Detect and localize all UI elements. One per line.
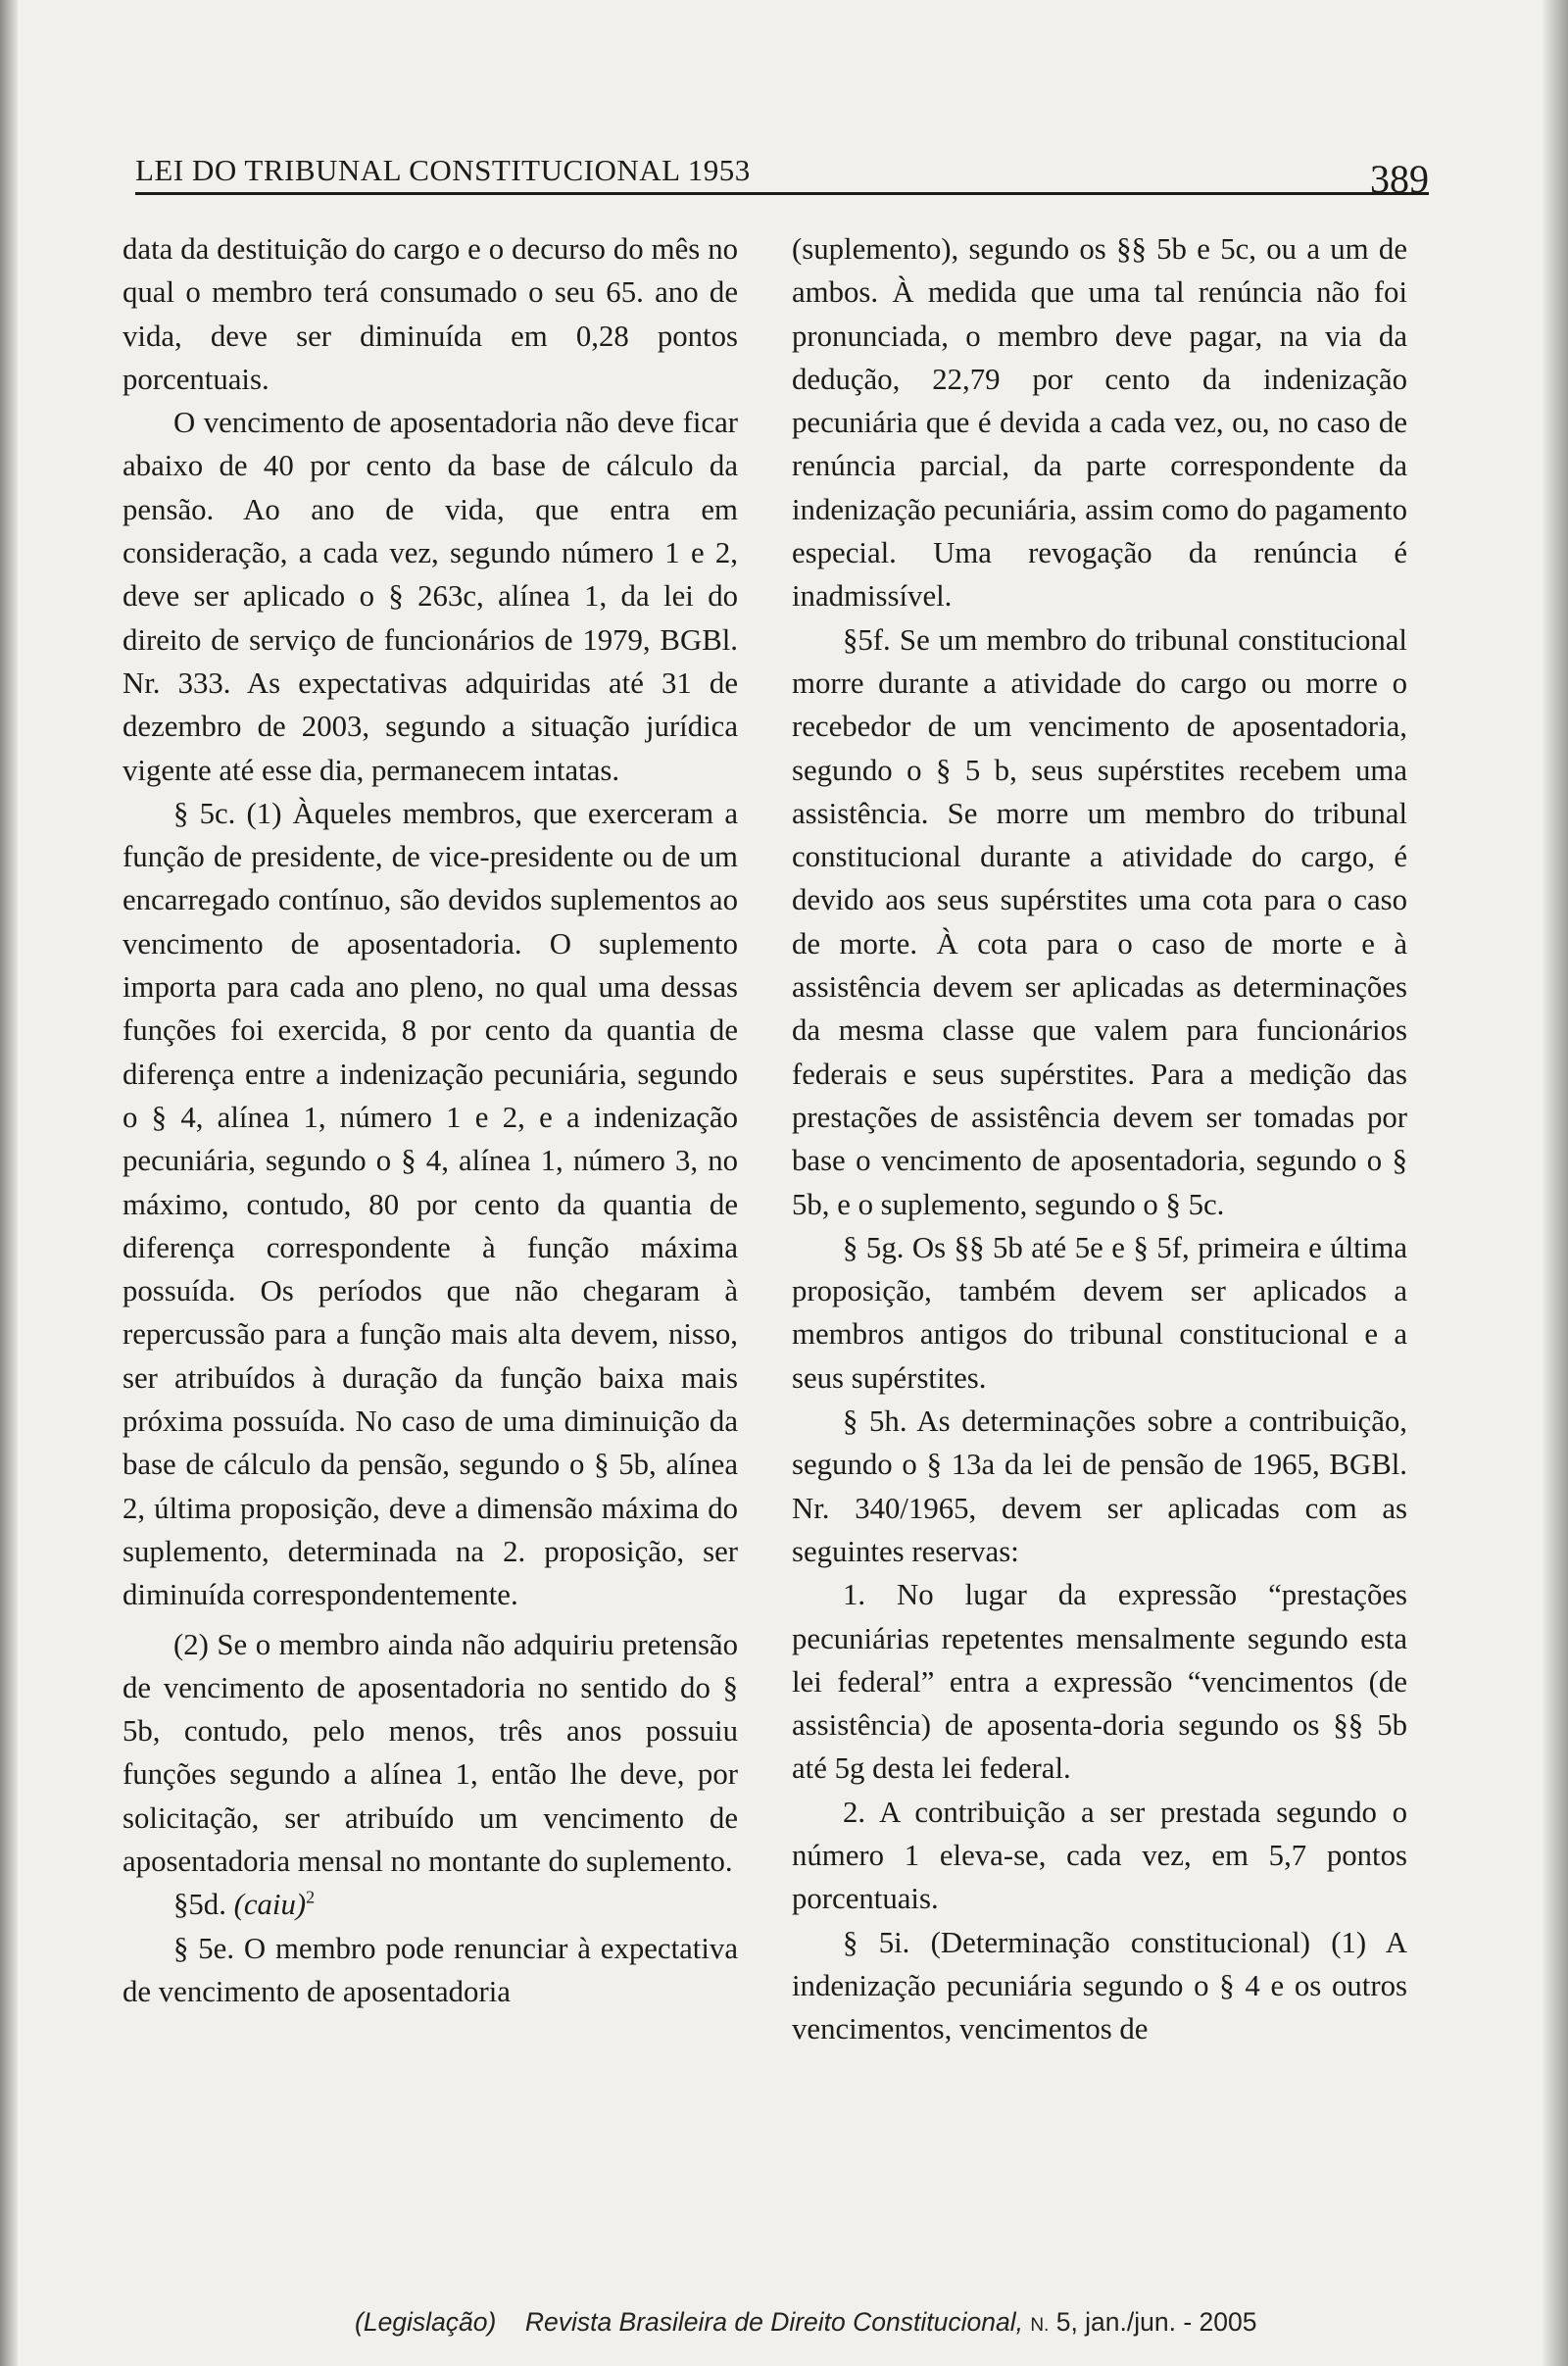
paragraph-section-5g: § 5g. Os §§ 5b até 5e e § 5f, primeira e última proposição, também devem ser aplicados a membros antigos do tribunal constitucional e a seus supérstites.	[792, 1230, 1407, 1395]
list-item: 1. No lugar da expressão “prestações pecuniárias repetentes mensalmente segundo esta lei federal” entra a expressão “vencimentos (de assistência) de aposenta-doria segundo os §§ 5b até 5g desta lei federal.	[792, 1578, 1407, 1786]
left-column	[122, 227, 738, 2013]
page-number: 389	[1370, 157, 1429, 201]
footer-section: (Legislação)	[355, 2307, 497, 2337]
paragraph-section-5f: §5f. Se um membro do tribunal constitucional morre durante a atividade do cargo ou morre o recebedor de um vencimento de aposentadoria, segundo o § 5 b, seus supérstites recebem uma assistência. Se morre um membro do tribunal constitucional durante a atividade do cargo, é devido aos seus supérstites uma cota para o caso de morte. À cota para o caso de morte e à assistência devem ser aplicadas as determinações da mesma classe que valem para funcionários federais e seus supérstites. Para a medição das prestações de assistência devem ser tomadas por base o vencimento de aposentadoria, segundo o § 5b, e o suplemento, segundo o § 5c.	[792, 622, 1407, 1221]
page-header	[135, 147, 1429, 201]
paragraph-section-5h: § 5h. As determinações sobre a contribuição, segundo o § 13a da lei de pensão de 1965, BGBl. Nr. 340/1965, devem ser aplicadas com as seguintes reservas:	[792, 1405, 1407, 1568]
paragraph: O vencimento de aposentadoria não deve ficar abaixo de 40 por cento da base de cálculo da pensão. Ao ano de vida, que entra em consideração, a cada vez, segundo número 1 e 2, deve ser aplicado o § 263c, alínea 1, da lei do direito de serviço de funcionários de 1979, BGBl. Nr. 333. As expectativas adquiridas até 31 de dezembro de 2003, segundo a situação jurídica vigente até esse dia, permanecem intatas.	[122, 406, 738, 787]
paragraph-section-5i: § 5i. (Determinação constitucional) (1) A indenização pecuniária segundo o § 4 e os outros vencimentos, vencimentos de	[792, 1925, 1407, 2046]
footer-number-label: N.	[1030, 2315, 1050, 2336]
scan-shadow-right	[1543, 0, 1568, 2366]
paragraph-section-5e: § 5e. O membro pode renunciar à expectativa de vencimento de aposentadoria	[122, 1931, 738, 2008]
paragraph: (2) Se o membro ainda não adquiriu pretensão de vencimento de aposentadoria no sentido do § 5b, contudo, pelo menos, três anos possuiu funções segundo a alínea 1, então lhe deve, por solicitação, ser atribuído um vencimento de aposentadoria mensal no montante do suplemento.	[122, 1627, 738, 1878]
section-status: (caiu)	[233, 1888, 307, 1922]
paragraph: (suplemento), segundo os §§ 5b e 5c, ou a um de ambos. À medida que uma tal renúncia não foi pronunciada, o membro deve pagar, na via da dedução, 22,79 por cento da indenização pecuniária que é devida a cada vez, ou, no caso de renúncia parcial, da parte correspondente da indenização pecuniária, assim como do pagamento especial. Uma revogação da renúncia é inadmissível.	[792, 232, 1407, 614]
footer-journal: Revista Brasileira de Direito Constitucional,	[524, 2307, 1023, 2337]
running-title: LEI DO TRIBUNAL CONSTITUCIONAL 1953	[135, 153, 751, 187]
section-label: §5d.	[173, 1888, 226, 1922]
paragraph: data da destituição do cargo e o decurso do mês no qual o membro terá consumado o seu 65. ano de vida, deve ser diminuída em 0,28 pontos porcentuais.	[122, 232, 738, 396]
list-item: 2. A contribuição a ser prestada segundo o número 1 eleva-se, cada vez, em 5,7 pontos porcentuais.	[792, 1795, 1407, 1916]
footnote-marker: 2	[306, 1888, 316, 1908]
paragraph-section-5d	[122, 1883, 738, 1926]
scan-shadow-left	[0, 0, 18, 2366]
right-column	[792, 227, 1407, 2050]
page-footer	[355, 2307, 1413, 2338]
footer-issue: 5, jan./jun. - 2005	[1055, 2307, 1257, 2337]
paragraph-section-5c: § 5c. (1) Àqueles membros, que exerceram a função de presidente, de vice-presidente ou de um encarregado contínuo, são devidos suplementos ao vencimento de aposentadoria. O suplemento importa para cada ano pleno, no qual uma dessas funções foi exercida, 8 por cento da quantia de diferença entre a indenização pecuniária, segundo o § 4, alínea 1, número 1 e 2, e a indenização pecuniária, segundo o § 4, alínea 1, número 3, no máximo, contudo, 80 por cento da quantia de diferença correspondente à função máxima possuída. Os períodos que não chegaram à repercussão para a função mais alta devem, nisso, ser atribuídos à duração da função baixa mais próxima possuída. No caso de uma diminuição da base de cálculo da pensão, segundo o § 5b, alínea 2, última proposição, deve a dimensão máxima do suplemento, determinada na 2. proposição, ser diminuída correspondentemente.	[122, 796, 738, 1612]
